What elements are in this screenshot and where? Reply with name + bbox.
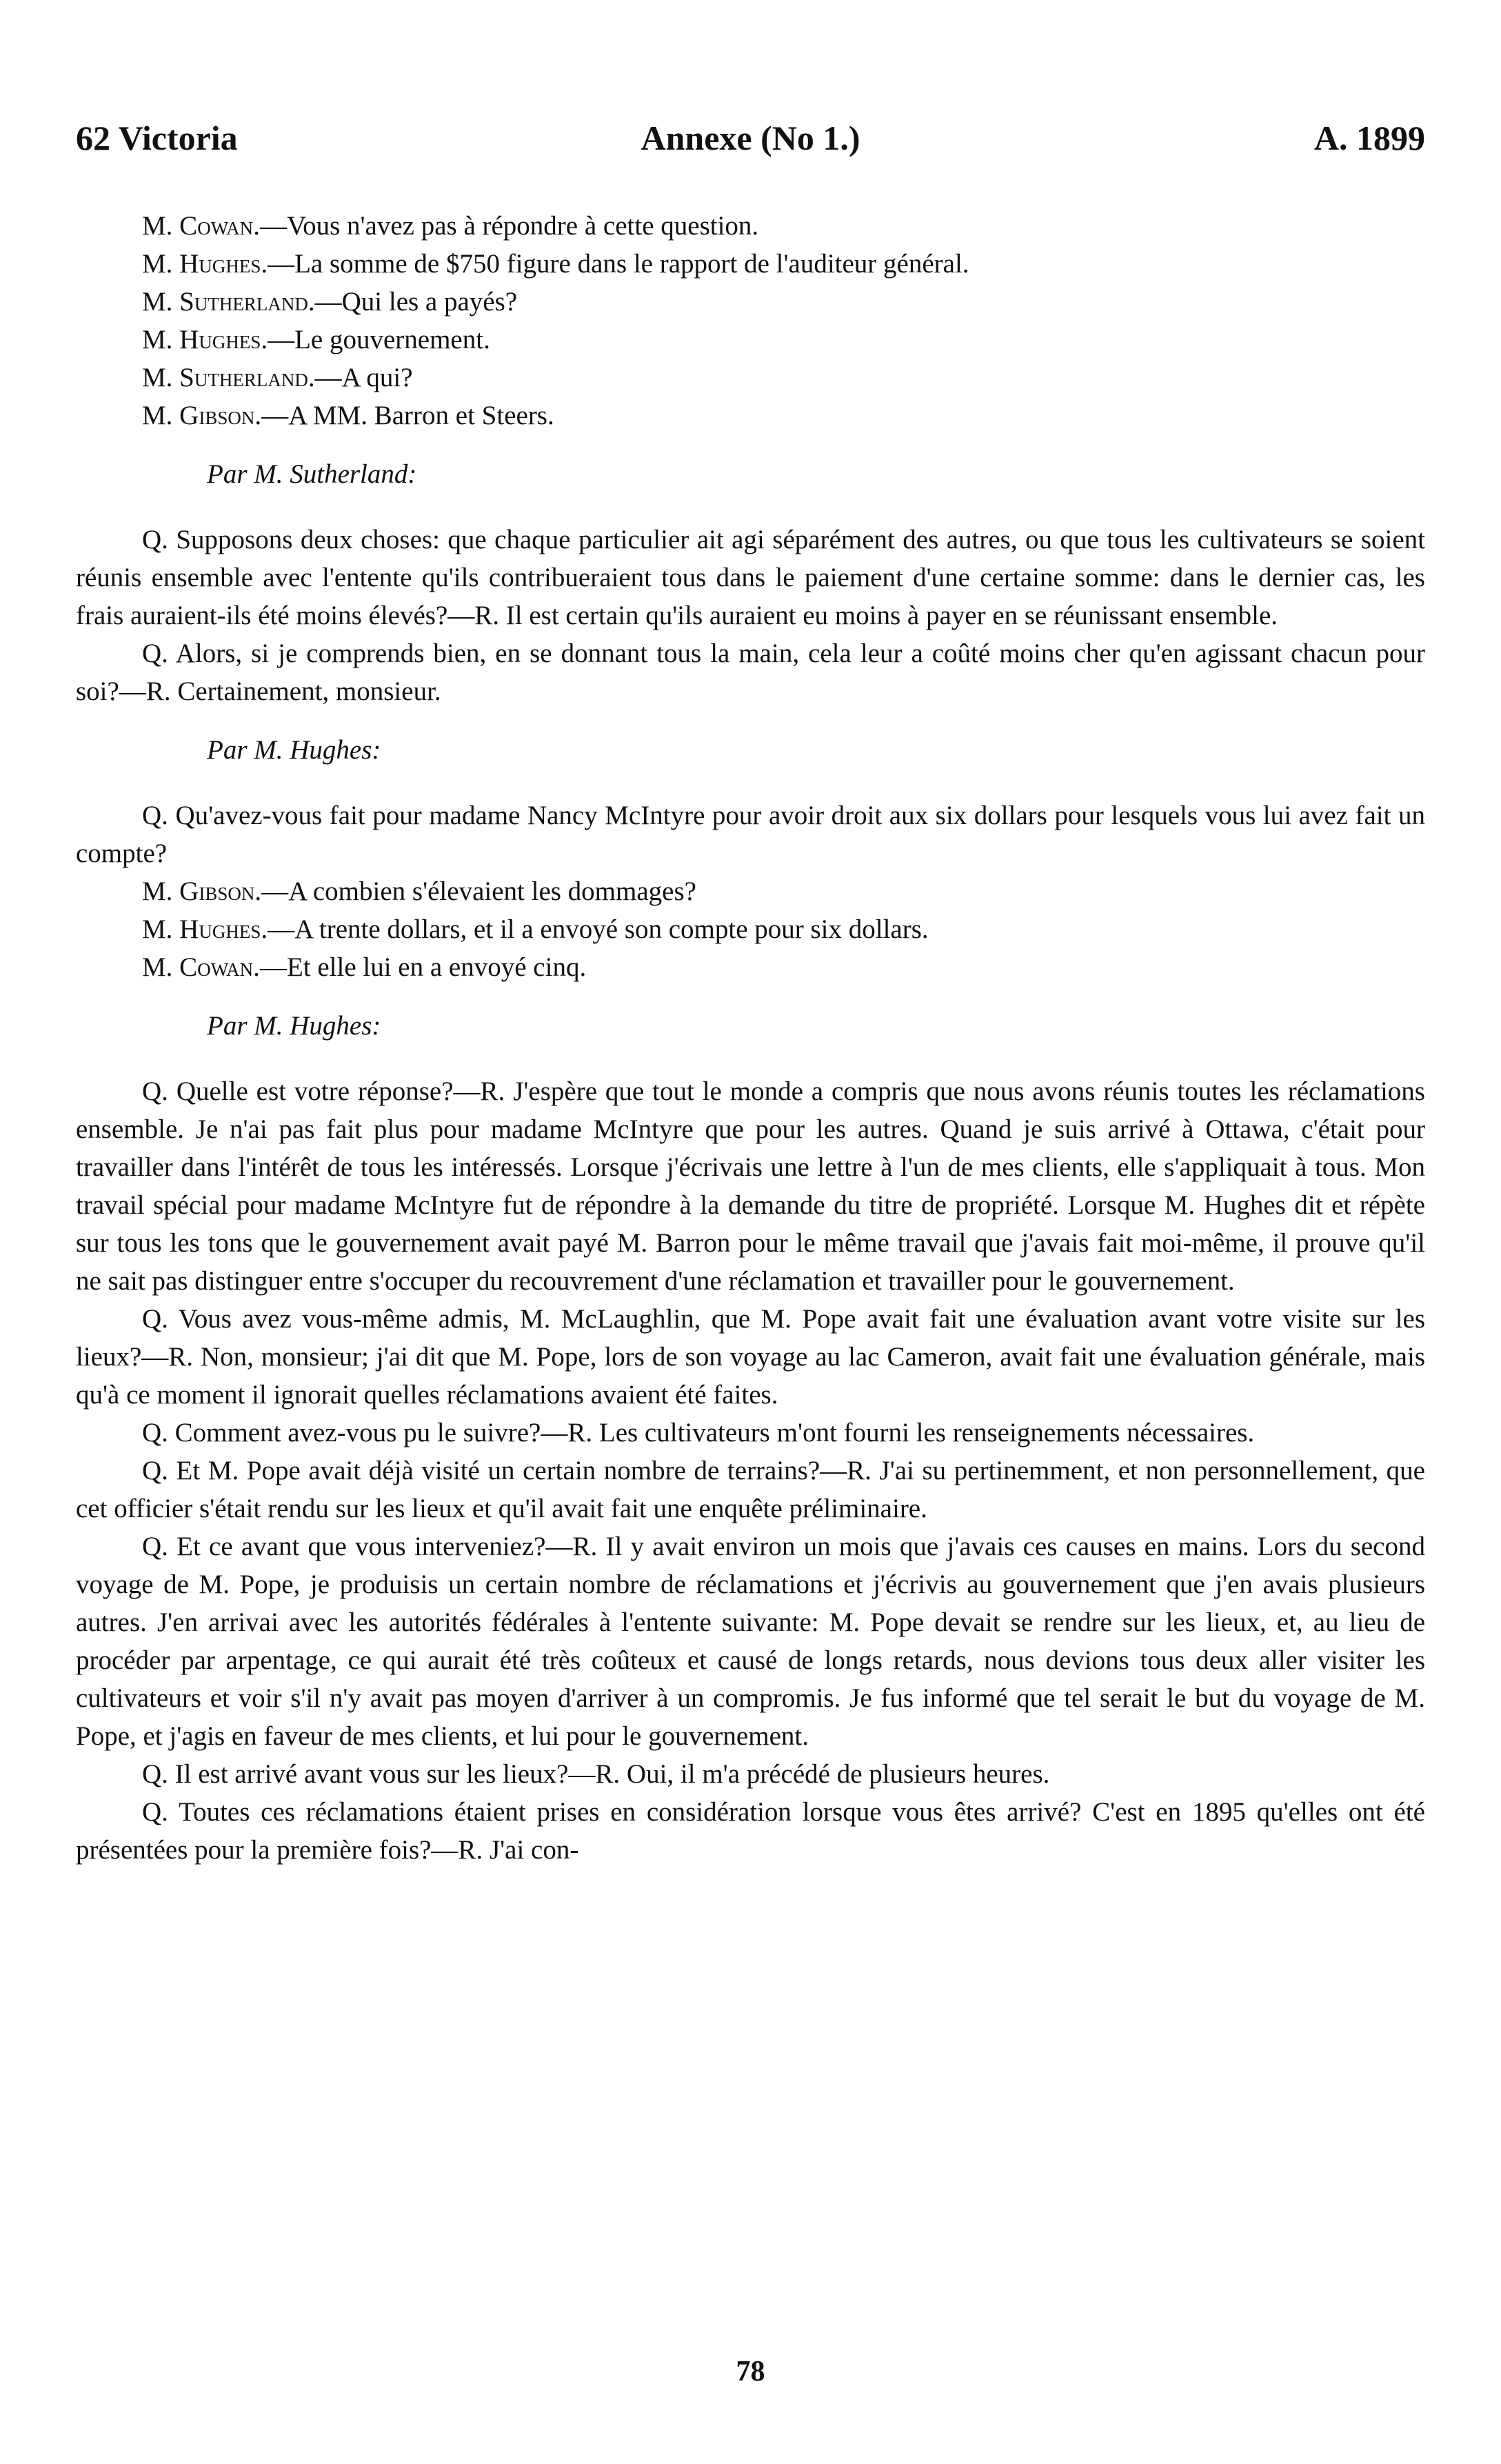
dialog-line: M. Cowan.—Vous n'avez pas à répondre à cette question. <box>142 211 759 241</box>
dialog-line: M. Gibson.—A MM. Barron et Steers. <box>142 401 554 430</box>
paragraph: Q. Qu'avez-vous fait pour madame Nancy McIntyre pour avoir droit aux six dollars pour lesquels vous lui avez fait un compte? <box>76 801 1425 868</box>
paragraph: Q. Alors, si je comprends bien, en se donnant tous la main, cela leur a coûté moins cher qu'en agissant chacun pour soi?—R. Certainement, monsieur. <box>76 639 1425 706</box>
dialog-line: M. Hughes.—A trente dollars, et il a envoyé son compte pour six dollars. <box>142 914 929 944</box>
paragraph: Q. Il est arrivé avant vous sur les lieux?—R. Oui, il m'a précédé de plusieurs heures. <box>142 1759 1050 1789</box>
header-annex: Annexe (No 1.) <box>641 119 860 157</box>
paragraph: Q. Et M. Pope avait déjà visité un certain nombre de terrains?—R. J'ai su pertinemment, et non personnellement, que cet officier s'était rendu sur les lieux et qu'il avait fait une enquête préliminaire. <box>76 1456 1425 1523</box>
dialog-line: M. Cowan.—Et elle lui en a envoyé cinq. <box>142 952 587 982</box>
paragraph: Q. Et ce avant que vous interveniez?—R. Il y avait environ un mois que j'avais ces causes en mains. Lors du second voyage de M. Pope, je produisis un certain nombre de réclamations et j'écrivis au gouvernement que j'en avais plusieurs autres. J'en arrivai avec les autorités fédérales à l'entente suivante: M. Pope devait se rendre sur les lieux, et, au lieu de procéder par arpentage, ce qui aurait été très coûteux et causé de longs retards, nous devions tous deux aller visiter les cultivateurs et voir s'il n'y avait pas moyen d'arriver à un compromis. Je fus informé que tel serait le but du voyage de M. Pope, et j'agis en faveur de mes clients, et lui pour le gouvernement. <box>76 1532 1425 1751</box>
section-heading: Par M. Hughes: <box>207 735 381 765</box>
paragraph: Q. Toutes ces réclamations étaient prises en considération lorsque vous êtes arrivé? C'est en 1895 qu'elles ont été présentées pour la première fois?—R. J'ai con- <box>76 1797 1425 1865</box>
dialog-line: M. Gibson.—A combien s'élevaient les dommages? <box>142 877 696 906</box>
header-year: A. 1899 <box>1313 119 1425 157</box>
dialog-line: M. Sutherland.—A qui? <box>142 363 413 392</box>
dialog-line: M. Hughes.—Le gouvernement. <box>142 325 490 354</box>
paragraph: Q. Comment avez-vous pu le suivre?—R. Les cultivateurs m'ont fourni les renseignements nécessaires. <box>142 1418 1255 1448</box>
paragraph: Q. Supposons deux choses: que chaque particulier ait agi séparément des autres, ou que tous les cultivateurs se soient réunis ensemble avec l'entente qu'ils contribueraient tous dans le paiement d'une certaine somme: dans le dernier cas, les frais auraient-ils été moins élevés?—R. Il est certain qu'ils auraient eu moins à payer en se réunissant ensemble. <box>76 525 1425 630</box>
section-heading: Par M. Hughes: <box>207 1011 381 1041</box>
page-number: 78 <box>736 2356 765 2387</box>
body-text <box>76 207 1425 1869</box>
paragraph: Q. Quelle est votre réponse?—R. J'espère que tout le monde a compris que nous avons réunis toutes les réclamations ensemble. Je n'ai pas fait plus pour madame McIntyre que pour les autres. Quand je suis arrivé à Ottawa, c'était pour travailler dans l'intérêt de tous les intéressés. Lorsque j'écrivais une lettre à l'un de mes clients, elle s'appliquait à tous. Mon travail spécial pour madame McIntyre fut de répondre à la demande du titre de propriété. Lorsque M. Hughes dit et répète sur tous les tons que le gouvernement avait payé M. Barron pour le même travail que j'avais fait moi-même, il prouve qu'il ne sait pas distinguer entre s'occuper du recouvrement d'une réclamation et travailler pour le gouvernement. <box>76 1076 1425 1296</box>
paragraph: Q. Vous avez vous-même admis, M. McLaughlin, que M. Pope avait fait une évaluation avant votre visite sur les lieux?—R. Non, monsieur; j'ai dit que M. Pope, lors de son voyage au lac Cameron, avait fait une évaluation générale, mais qu'à ce moment il ignorait quelles réclamations avaient été faites. <box>76 1304 1425 1410</box>
page-header <box>76 110 1425 166</box>
section-heading: Par M. Sutherland: <box>207 459 417 489</box>
dialog-line: M. Sutherland.—Qui les a payés? <box>142 287 518 317</box>
dialog-line: M. Hughes.—La somme de $750 figure dans le rapport de l'auditeur général. <box>142 249 969 279</box>
header-session: 62 Victoria <box>76 119 238 157</box>
